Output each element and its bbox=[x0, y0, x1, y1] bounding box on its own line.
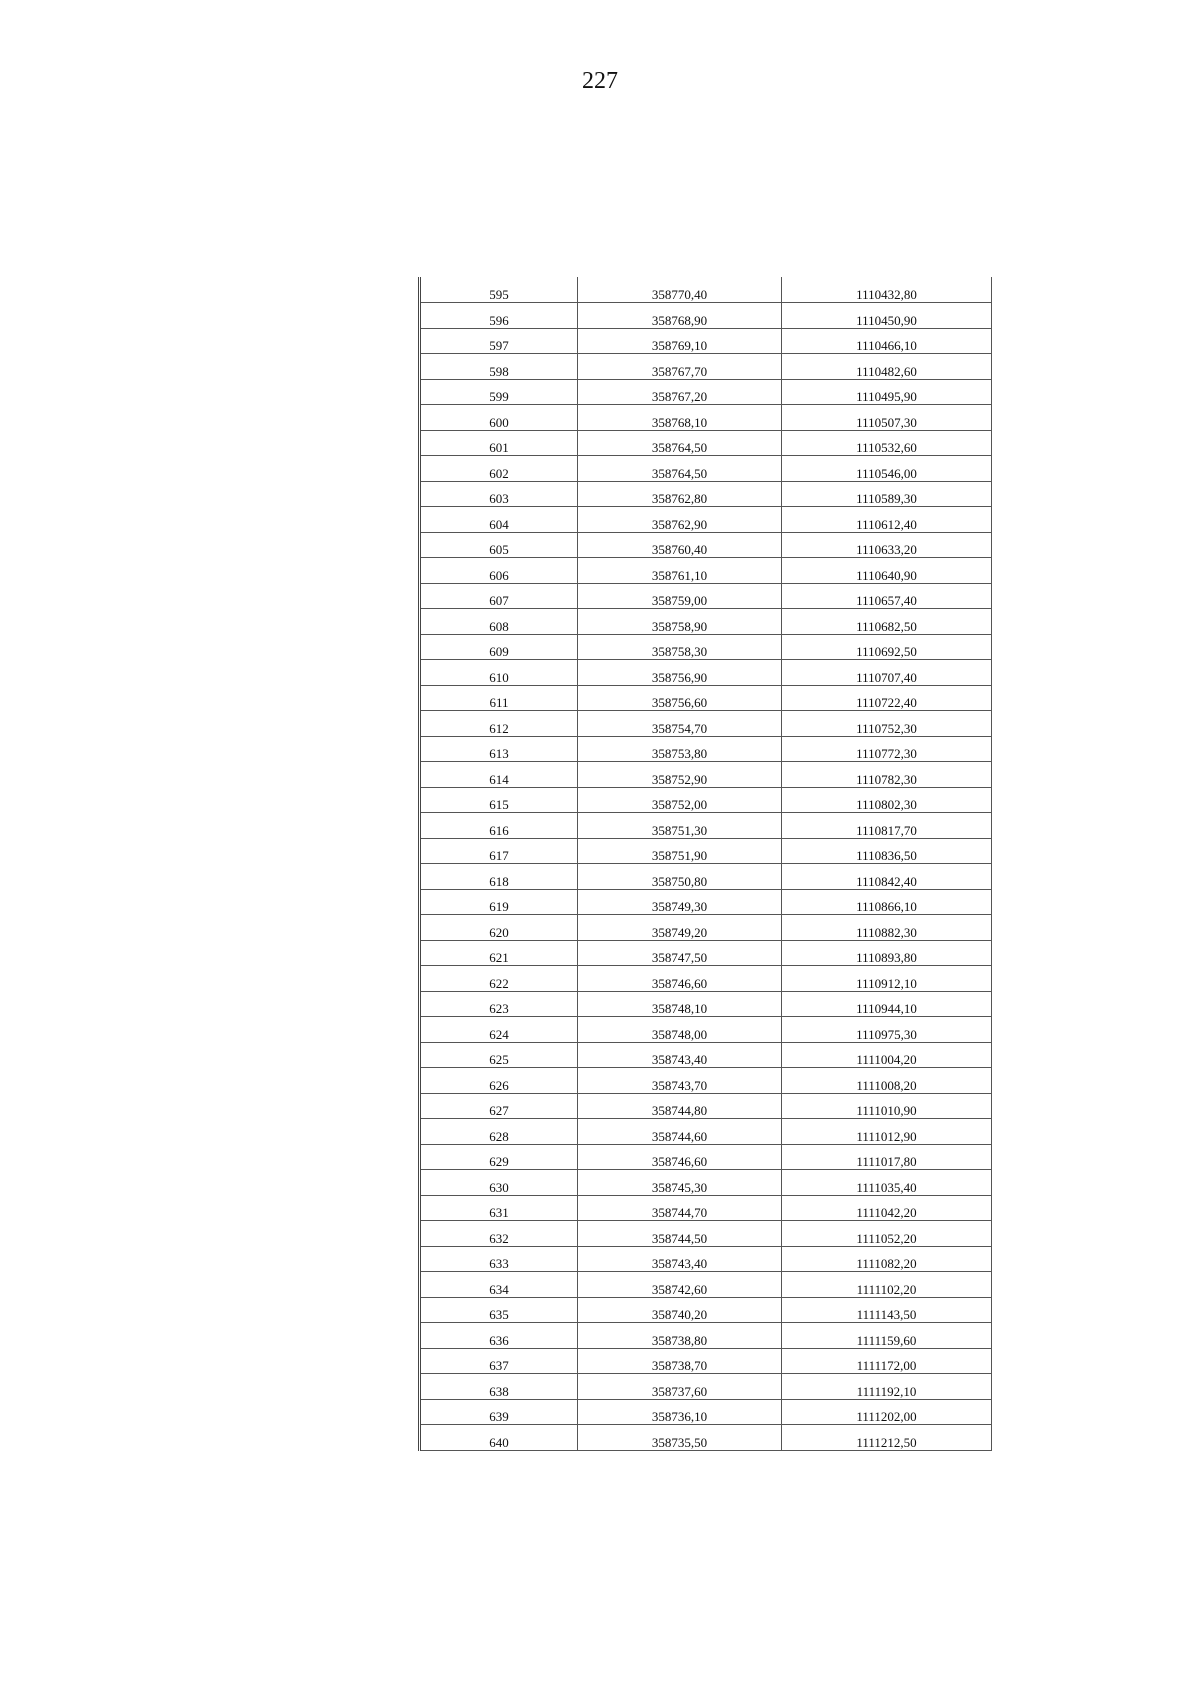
table-row bbox=[420, 991, 992, 1017]
point-number-cell: 619 bbox=[420, 889, 578, 915]
table-row bbox=[420, 1144, 992, 1170]
y-coordinate-cell: 1111010,90 bbox=[782, 1093, 992, 1119]
y-coordinate-cell: 1110495,90 bbox=[782, 379, 992, 405]
point-number-cell: 638 bbox=[420, 1374, 578, 1400]
point-number-cell: 627 bbox=[420, 1093, 578, 1119]
point-number-cell: 622 bbox=[420, 966, 578, 992]
point-number-cell: 617 bbox=[420, 838, 578, 864]
y-coordinate-cell: 1111012,90 bbox=[782, 1119, 992, 1145]
point-number-cell: 626 bbox=[420, 1068, 578, 1094]
table-row bbox=[420, 456, 992, 482]
y-coordinate-cell: 1111052,20 bbox=[782, 1221, 992, 1247]
table-row bbox=[420, 379, 992, 405]
x-coordinate-cell: 358737,60 bbox=[578, 1374, 782, 1400]
point-number-cell: 595 bbox=[420, 277, 578, 303]
point-number-cell: 615 bbox=[420, 787, 578, 813]
x-coordinate-cell: 358753,80 bbox=[578, 736, 782, 762]
y-coordinate-cell: 1110817,70 bbox=[782, 813, 992, 839]
table-row bbox=[420, 1374, 992, 1400]
point-number-cell: 599 bbox=[420, 379, 578, 405]
point-number-cell: 636 bbox=[420, 1323, 578, 1349]
point-number-cell: 633 bbox=[420, 1246, 578, 1272]
table-row bbox=[420, 660, 992, 686]
x-coordinate-cell: 358744,60 bbox=[578, 1119, 782, 1145]
x-coordinate-cell: 358762,90 bbox=[578, 507, 782, 533]
table-row bbox=[420, 277, 992, 303]
x-coordinate-cell: 358752,90 bbox=[578, 762, 782, 788]
table-row bbox=[420, 711, 992, 737]
x-coordinate-cell: 358744,70 bbox=[578, 1195, 782, 1221]
table-row bbox=[420, 1297, 992, 1323]
table-row bbox=[420, 838, 992, 864]
table-row bbox=[420, 966, 992, 992]
table-row bbox=[420, 1272, 992, 1298]
point-number-cell: 637 bbox=[420, 1348, 578, 1374]
y-coordinate-cell: 1111042,20 bbox=[782, 1195, 992, 1221]
table-row bbox=[420, 685, 992, 711]
x-coordinate-cell: 358747,50 bbox=[578, 940, 782, 966]
y-coordinate-cell: 1111004,20 bbox=[782, 1042, 992, 1068]
x-coordinate-cell: 358740,20 bbox=[578, 1297, 782, 1323]
point-number-cell: 624 bbox=[420, 1017, 578, 1043]
table-row bbox=[420, 1170, 992, 1196]
point-number-cell: 605 bbox=[420, 532, 578, 558]
point-number-cell: 630 bbox=[420, 1170, 578, 1196]
x-coordinate-cell: 358768,10 bbox=[578, 405, 782, 431]
x-coordinate-cell: 358748,00 bbox=[578, 1017, 782, 1043]
point-number-cell: 598 bbox=[420, 354, 578, 380]
table-row bbox=[420, 736, 992, 762]
table-row bbox=[420, 1093, 992, 1119]
y-coordinate-cell: 1110682,50 bbox=[782, 609, 992, 635]
y-coordinate-cell: 1110707,40 bbox=[782, 660, 992, 686]
y-coordinate-cell: 1110772,30 bbox=[782, 736, 992, 762]
x-coordinate-cell: 358743,40 bbox=[578, 1042, 782, 1068]
y-coordinate-cell: 1110836,50 bbox=[782, 838, 992, 864]
x-coordinate-cell: 358762,80 bbox=[578, 481, 782, 507]
point-number-cell: 600 bbox=[420, 405, 578, 431]
y-coordinate-cell: 1110640,90 bbox=[782, 558, 992, 584]
point-number-cell: 610 bbox=[420, 660, 578, 686]
point-number-cell: 604 bbox=[420, 507, 578, 533]
table-row bbox=[420, 507, 992, 533]
x-coordinate-cell: 358743,40 bbox=[578, 1246, 782, 1272]
point-number-cell: 609 bbox=[420, 634, 578, 660]
x-coordinate-cell: 358758,90 bbox=[578, 609, 782, 635]
point-number-cell: 623 bbox=[420, 991, 578, 1017]
table-row bbox=[420, 405, 992, 431]
table-row bbox=[420, 1119, 992, 1145]
y-coordinate-cell: 1110722,40 bbox=[782, 685, 992, 711]
table-row bbox=[420, 813, 992, 839]
y-coordinate-cell: 1110633,20 bbox=[782, 532, 992, 558]
x-coordinate-cell: 358744,50 bbox=[578, 1221, 782, 1247]
table-row bbox=[420, 532, 992, 558]
y-coordinate-cell: 1110507,30 bbox=[782, 405, 992, 431]
table-row bbox=[420, 1017, 992, 1043]
y-coordinate-cell: 1110752,30 bbox=[782, 711, 992, 737]
x-coordinate-cell: 358764,50 bbox=[578, 430, 782, 456]
y-coordinate-cell: 1110482,60 bbox=[782, 354, 992, 380]
x-coordinate-cell: 358746,60 bbox=[578, 1144, 782, 1170]
table-row bbox=[420, 1195, 992, 1221]
y-coordinate-cell: 1111143,50 bbox=[782, 1297, 992, 1323]
point-number-cell: 597 bbox=[420, 328, 578, 354]
y-coordinate-cell: 1110466,10 bbox=[782, 328, 992, 354]
y-coordinate-cell: 1110893,80 bbox=[782, 940, 992, 966]
x-coordinate-cell: 358751,90 bbox=[578, 838, 782, 864]
y-coordinate-cell: 1111172,00 bbox=[782, 1348, 992, 1374]
x-coordinate-cell: 358738,70 bbox=[578, 1348, 782, 1374]
point-number-cell: 634 bbox=[420, 1272, 578, 1298]
y-coordinate-cell: 1110866,10 bbox=[782, 889, 992, 915]
y-coordinate-cell: 1110657,40 bbox=[782, 583, 992, 609]
x-coordinate-cell: 358744,80 bbox=[578, 1093, 782, 1119]
table-row bbox=[420, 1348, 992, 1374]
y-coordinate-cell: 1110782,30 bbox=[782, 762, 992, 788]
x-coordinate-cell: 358754,70 bbox=[578, 711, 782, 737]
y-coordinate-cell: 1110944,10 bbox=[782, 991, 992, 1017]
point-number-cell: 620 bbox=[420, 915, 578, 941]
y-coordinate-cell: 1111202,00 bbox=[782, 1399, 992, 1425]
point-number-cell: 640 bbox=[420, 1425, 578, 1451]
table-row bbox=[420, 609, 992, 635]
x-coordinate-cell: 358759,00 bbox=[578, 583, 782, 609]
table-row bbox=[420, 1399, 992, 1425]
point-number-cell: 635 bbox=[420, 1297, 578, 1323]
table-row bbox=[420, 558, 992, 584]
y-coordinate-cell: 1111008,20 bbox=[782, 1068, 992, 1094]
y-coordinate-cell: 1111159,60 bbox=[782, 1323, 992, 1349]
x-coordinate-cell: 358735,50 bbox=[578, 1425, 782, 1451]
point-number-cell: 613 bbox=[420, 736, 578, 762]
point-number-cell: 601 bbox=[420, 430, 578, 456]
x-coordinate-cell: 358748,10 bbox=[578, 991, 782, 1017]
x-coordinate-cell: 358767,70 bbox=[578, 354, 782, 380]
x-coordinate-cell: 358752,00 bbox=[578, 787, 782, 813]
y-coordinate-cell: 1110882,30 bbox=[782, 915, 992, 941]
table-row bbox=[420, 1323, 992, 1349]
point-number-cell: 632 bbox=[420, 1221, 578, 1247]
point-number-cell: 631 bbox=[420, 1195, 578, 1221]
table-row bbox=[420, 864, 992, 890]
x-coordinate-cell: 358746,60 bbox=[578, 966, 782, 992]
table-row bbox=[420, 354, 992, 380]
x-coordinate-cell: 358758,30 bbox=[578, 634, 782, 660]
x-coordinate-cell: 358742,60 bbox=[578, 1272, 782, 1298]
table-row bbox=[420, 634, 992, 660]
page-number: 227 bbox=[582, 68, 618, 94]
point-number-cell: 606 bbox=[420, 558, 578, 584]
x-coordinate-cell: 358764,50 bbox=[578, 456, 782, 482]
table-row bbox=[420, 303, 992, 329]
y-coordinate-cell: 1111102,20 bbox=[782, 1272, 992, 1298]
y-coordinate-cell: 1111192,10 bbox=[782, 1374, 992, 1400]
table-row bbox=[420, 915, 992, 941]
coordinates-table bbox=[418, 277, 992, 1451]
table-row bbox=[420, 1221, 992, 1247]
y-coordinate-cell: 1110802,30 bbox=[782, 787, 992, 813]
x-coordinate-cell: 358750,80 bbox=[578, 864, 782, 890]
point-number-cell: 625 bbox=[420, 1042, 578, 1068]
y-coordinate-cell: 1110532,60 bbox=[782, 430, 992, 456]
point-number-cell: 618 bbox=[420, 864, 578, 890]
x-coordinate-cell: 358769,10 bbox=[578, 328, 782, 354]
table-row bbox=[420, 1068, 992, 1094]
y-coordinate-cell: 1110612,40 bbox=[782, 507, 992, 533]
y-coordinate-cell: 1111035,40 bbox=[782, 1170, 992, 1196]
point-number-cell: 603 bbox=[420, 481, 578, 507]
point-number-cell: 616 bbox=[420, 813, 578, 839]
x-coordinate-cell: 358749,20 bbox=[578, 915, 782, 941]
y-coordinate-cell: 1111017,80 bbox=[782, 1144, 992, 1170]
y-coordinate-cell: 1110912,10 bbox=[782, 966, 992, 992]
x-coordinate-cell: 358768,90 bbox=[578, 303, 782, 329]
x-coordinate-cell: 358756,90 bbox=[578, 660, 782, 686]
table-row bbox=[420, 328, 992, 354]
point-number-cell: 629 bbox=[420, 1144, 578, 1170]
y-coordinate-cell: 1110432,80 bbox=[782, 277, 992, 303]
point-number-cell: 611 bbox=[420, 685, 578, 711]
point-number-cell: 639 bbox=[420, 1399, 578, 1425]
y-coordinate-cell: 1110692,50 bbox=[782, 634, 992, 660]
point-number-cell: 602 bbox=[420, 456, 578, 482]
table-row bbox=[420, 1425, 992, 1451]
x-coordinate-cell: 358736,10 bbox=[578, 1399, 782, 1425]
point-number-cell: 607 bbox=[420, 583, 578, 609]
coordinates-table-body bbox=[420, 277, 992, 1450]
table-row bbox=[420, 1246, 992, 1272]
x-coordinate-cell: 358745,30 bbox=[578, 1170, 782, 1196]
x-coordinate-cell: 358749,30 bbox=[578, 889, 782, 915]
y-coordinate-cell: 1111212,50 bbox=[782, 1425, 992, 1451]
x-coordinate-cell: 358743,70 bbox=[578, 1068, 782, 1094]
y-coordinate-cell: 1110589,30 bbox=[782, 481, 992, 507]
y-coordinate-cell: 1110975,30 bbox=[782, 1017, 992, 1043]
point-number-cell: 608 bbox=[420, 609, 578, 635]
x-coordinate-cell: 358770,40 bbox=[578, 277, 782, 303]
table-row bbox=[420, 481, 992, 507]
x-coordinate-cell: 358756,60 bbox=[578, 685, 782, 711]
table-row bbox=[420, 762, 992, 788]
point-number-cell: 614 bbox=[420, 762, 578, 788]
point-number-cell: 628 bbox=[420, 1119, 578, 1145]
table-row bbox=[420, 889, 992, 915]
x-coordinate-cell: 358767,20 bbox=[578, 379, 782, 405]
y-coordinate-cell: 1111082,20 bbox=[782, 1246, 992, 1272]
x-coordinate-cell: 358738,80 bbox=[578, 1323, 782, 1349]
y-coordinate-cell: 1110842,40 bbox=[782, 864, 992, 890]
table-row bbox=[420, 1042, 992, 1068]
point-number-cell: 596 bbox=[420, 303, 578, 329]
point-number-cell: 612 bbox=[420, 711, 578, 737]
table-row bbox=[420, 583, 992, 609]
y-coordinate-cell: 1110450,90 bbox=[782, 303, 992, 329]
point-number-cell: 621 bbox=[420, 940, 578, 966]
x-coordinate-cell: 358761,10 bbox=[578, 558, 782, 584]
table-row bbox=[420, 430, 992, 456]
x-coordinate-cell: 358751,30 bbox=[578, 813, 782, 839]
table-row bbox=[420, 940, 992, 966]
y-coordinate-cell: 1110546,00 bbox=[782, 456, 992, 482]
table-row bbox=[420, 787, 992, 813]
x-coordinate-cell: 358760,40 bbox=[578, 532, 782, 558]
